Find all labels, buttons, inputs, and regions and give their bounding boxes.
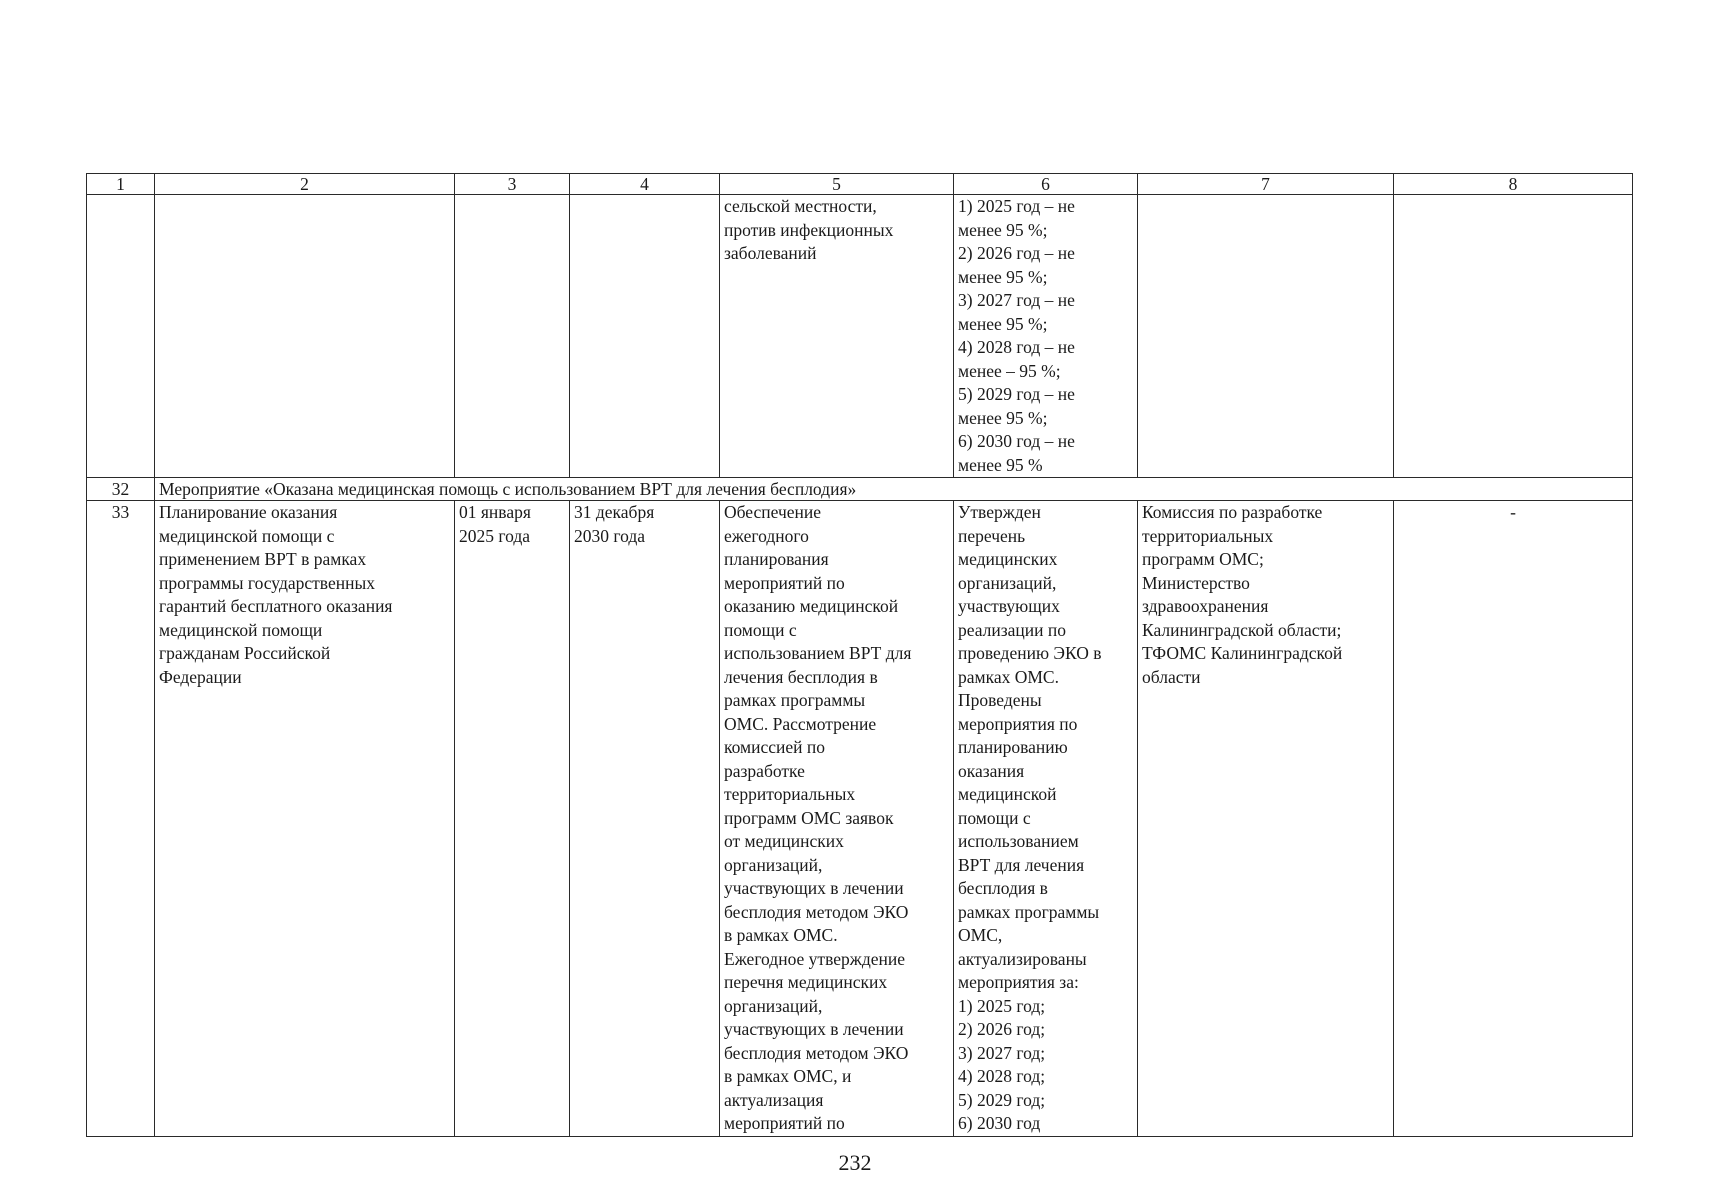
result-cell: Утвержден перечень медицинских организаций, участвующих реализации по проведению ЭКО в рамках ОМС. Проведены мероприятия по планированию оказания медицинской помощи с использованием ВРТ для лечения бесплодия в рамках программы ОМС, актуализированы мероприятия за: 1) 2025 год; 2) 2026 год; 3) 2027 год; 4) 2028 год; 5) 2029 год; 6) 2030 год: [954, 501, 1138, 1137]
row-number-cell: 33: [87, 501, 155, 1137]
measure-name-cell: Планирование оказания медицинской помощи с применением ВРТ в рамках программы государственных гарантий бесплатного оказания медицинской помощи гражданам Российской Федерации: [155, 501, 455, 1137]
column-number: 7: [1138, 174, 1394, 195]
column-number-row: [87, 174, 1633, 195]
page-number: 232: [838, 1150, 872, 1175]
end-date-cell: 31 декабря 2030 года: [570, 501, 720, 1137]
measures-table: [86, 173, 1633, 1137]
responsible-cell: Комиссия по разработке территориальных программ ОМС; Министерство здравоохранения Калининградской области; ТФОМС Калининградской области: [1138, 501, 1394, 1137]
end-date-cell: [570, 195, 720, 478]
measure-name-cell: [155, 195, 455, 478]
table-row: [87, 195, 1633, 478]
description-cell: Обеспечение ежегодного планирования мероприятий по оказанию медицинской помощи с использованием ВРТ для лечения бесплодия в рамках программы ОМС. Рассмотрение комиссией по разработке территориальных программ ОМС заявок от медицинских организаций, участвующих в лечении бесплодия методом ЭКО в рамках ОМС. Ежегодное утверждение перечня медицинских организаций, участвующих в лечении бесплодия методом ЭКО в рамках ОМС, и актуализация мероприятий по: [720, 501, 954, 1137]
column-number: 2: [155, 174, 455, 195]
column-number: 4: [570, 174, 720, 195]
start-date-cell: [455, 195, 570, 478]
note-cell: [1394, 195, 1633, 478]
section-row: [87, 478, 1633, 501]
result-cell: 1) 2025 год – не менее 95 %; 2) 2026 год – не менее 95 %; 3) 2027 год – не менее 95 %; 4) 2028 год – не менее – 95 %; 5) 2029 год – не менее 95 %; 6) 2030 год – не менее 95 %: [954, 195, 1138, 478]
table-row: [87, 501, 1633, 1137]
column-number: 1: [87, 174, 155, 195]
row-number-cell: [87, 195, 155, 478]
description-cell: сельской местности, против инфекционных заболеваний: [720, 195, 954, 478]
note-cell: -: [1394, 501, 1633, 1137]
section-title: Мероприятие «Оказана медицинская помощь с использованием ВРТ для лечения бесплодия»: [155, 478, 1633, 501]
start-date-cell: 01 января 2025 года: [455, 501, 570, 1137]
responsible-cell: [1138, 195, 1394, 478]
column-number: 6: [954, 174, 1138, 195]
column-number: 8: [1394, 174, 1633, 195]
column-number: 3: [455, 174, 570, 195]
column-number: 5: [720, 174, 954, 195]
row-number-cell: 32: [87, 478, 155, 501]
